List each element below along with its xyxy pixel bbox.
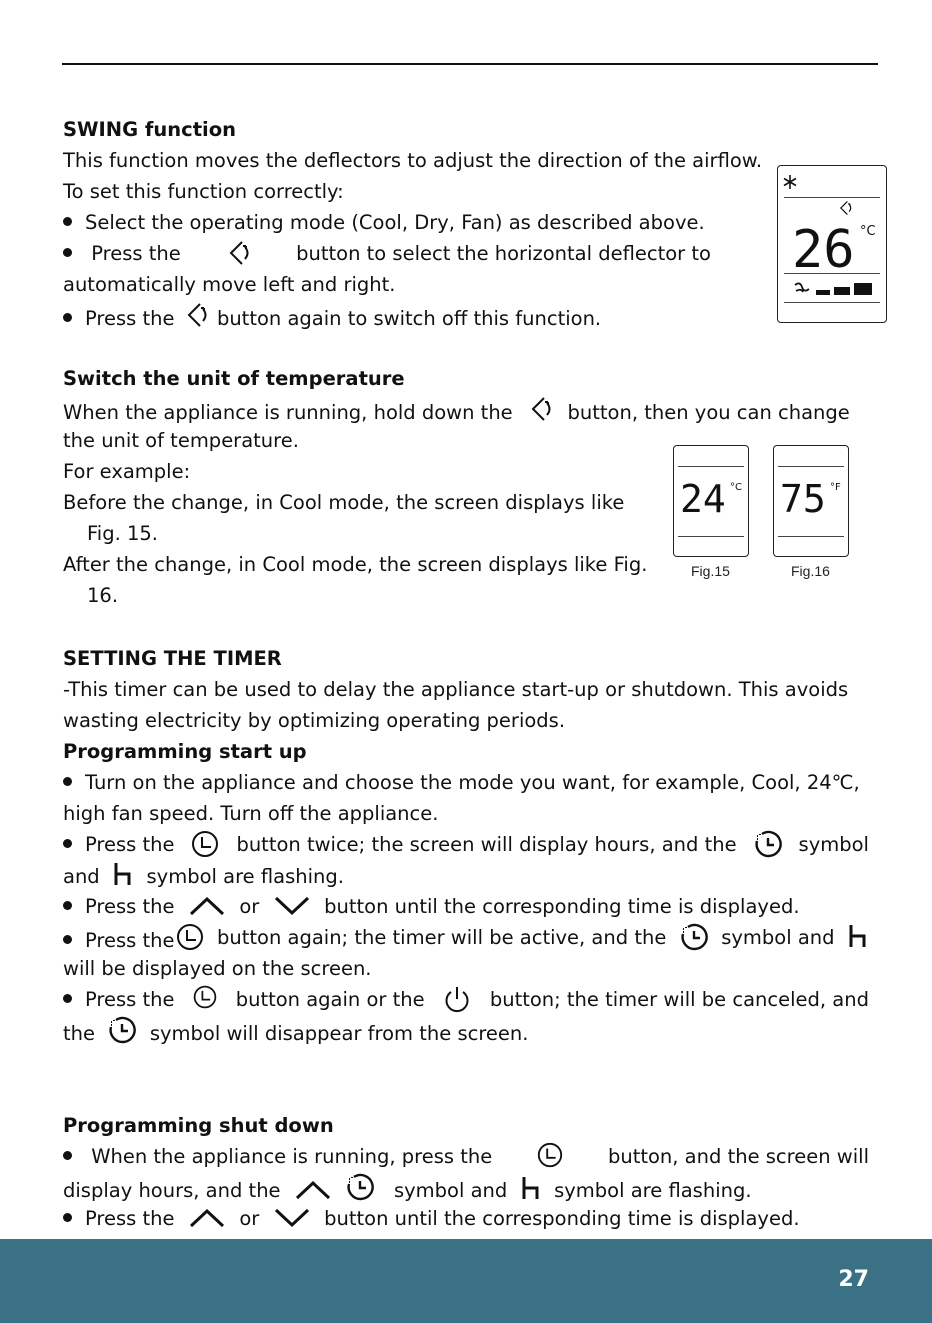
lcd-temperature: 26	[792, 222, 855, 272]
shut-bullet-1-cont: display hours, and the symbol and symbol are flashing.	[63, 1172, 869, 1203]
clock-icon	[536, 1141, 564, 1169]
clock-icon	[175, 922, 205, 952]
swing-setup: To set this function correctly:	[63, 180, 344, 203]
lcd-display-swing	[777, 165, 887, 323]
swing-bullet-2: Press the button to select the horizontal deflector to	[63, 238, 711, 269]
start-bullet-4-cont: will be displayed on the screen.	[63, 957, 372, 980]
lcd-digits	[790, 222, 860, 272]
swing-title: SWING function	[63, 118, 237, 141]
bullet-dot	[63, 1213, 72, 1222]
top-rule	[62, 63, 878, 65]
fan-speed-icon	[792, 279, 878, 299]
start-up-title: Programming start up	[63, 740, 307, 763]
bullet-dot	[63, 839, 72, 848]
lcd-divider	[784, 273, 880, 274]
lcd-unit: °F	[830, 482, 841, 493]
lcd-divider	[784, 302, 880, 303]
up-arrow-icon	[293, 1178, 333, 1202]
page-footer	[0, 1239, 932, 1323]
timer-icon	[753, 829, 783, 859]
bullet-dot	[63, 217, 72, 226]
timer-icon	[679, 922, 709, 952]
shut-down-section	[63, 1110, 869, 1234]
lcd-unit: °C	[730, 482, 742, 493]
hour-icon	[520, 1174, 542, 1202]
up-arrow-icon	[187, 1206, 227, 1230]
swing-bullet-3: Press the button again to switch off this function.	[63, 300, 869, 331]
timer-icon	[107, 1015, 137, 1045]
swing-icon	[525, 394, 555, 424]
start-bullet-5-cont: the symbol will disappear from the screen.	[63, 1015, 869, 1046]
timer-title: SETTING THE TIMER	[63, 647, 282, 670]
svg-text:24: 24	[680, 477, 726, 516]
snowflake-icon	[782, 174, 798, 190]
swing-icon	[181, 300, 211, 330]
swing-icon	[836, 199, 854, 217]
lcd-fig16	[773, 445, 849, 557]
swing-section	[63, 114, 869, 331]
page-number: 27	[838, 1267, 869, 1292]
start-bullet-1: Turn on the appliance and choose the mode you want, for example, Cool, 24℃,	[63, 767, 869, 798]
unit-line-3: For example:	[63, 460, 191, 483]
unit-line-1: When the appliance is running, hold down the button, then you can change	[63, 394, 869, 425]
timer-icon	[345, 1172, 375, 1202]
down-arrow-icon	[272, 894, 312, 918]
power-icon	[442, 984, 472, 1014]
swing-bullet-2-cont: automatically move left and right.	[63, 273, 396, 296]
unit-line-5: Fig. 15.	[87, 522, 159, 545]
bullet-dot	[63, 935, 72, 944]
swing-intro: This function moves the deflectors to adjust the direction of the airflow.	[63, 149, 763, 172]
svg-text:75: 75	[780, 477, 826, 516]
lcd-divider	[678, 536, 744, 537]
start-bullet-5: Press the button again or the button; the timer will be canceled, and	[63, 984, 869, 1015]
start-bullet-4: Press the button again; the timer will be active, and the symbol and	[63, 922, 869, 953]
down-arrow-icon	[272, 1206, 312, 1230]
lcd-digits	[780, 476, 836, 516]
up-arrow-icon	[187, 894, 227, 918]
shut-down-title: Programming shut down	[63, 1114, 334, 1137]
lcd-divider	[778, 536, 844, 537]
shut-bullet-1: When the appliance is running, press the button, and the screen will	[63, 1141, 869, 1172]
bullet-dot	[63, 313, 72, 322]
hour-icon	[847, 922, 869, 950]
start-bullet-2-cont: and symbol are flashing.	[63, 860, 869, 891]
lcd-divider	[778, 466, 844, 467]
timer-intro-2: wasting electricity by optimizing operating periods.	[63, 709, 566, 732]
bullet-dot	[63, 248, 72, 257]
unit-line-2: the unit of temperature.	[63, 429, 299, 452]
bullet-dot	[63, 901, 72, 910]
bullet-dot	[63, 994, 72, 1003]
start-bullet-2: Press the button twice; the screen will display hours, and the symbol	[63, 829, 869, 860]
clock-icon	[190, 829, 220, 859]
start-bullet-1-cont: high fan speed. Turn off the appliance.	[63, 802, 439, 825]
bullet-dot	[63, 777, 72, 786]
timer-intro-1: -This timer can be used to delay the appliance start-up or shutdown. This avoids	[63, 678, 849, 701]
swing-bullet-1: Select the operating mode (Cool, Dry, Fan) as described above.	[63, 207, 713, 238]
start-bullet-3: Press the or button until the corresponding time is displayed.	[63, 891, 869, 922]
lcd-divider	[784, 197, 880, 198]
fig15-caption: Fig.15	[691, 563, 730, 579]
bullet-dot	[63, 1151, 72, 1160]
hour-icon	[112, 860, 134, 888]
clock-icon	[192, 984, 218, 1010]
shut-bullet-2: Press the or button until the corresponding time is displayed.	[63, 1203, 869, 1234]
fig16-caption: Fig.16	[791, 563, 830, 579]
unit-line-4: Before the change, in Cool mode, the screen displays like	[63, 491, 625, 514]
unit-line-7: 16.	[87, 584, 119, 607]
lcd-unit: °C	[860, 224, 876, 239]
unit-title: Switch the unit of temperature	[63, 367, 405, 390]
swing-icon	[223, 238, 253, 268]
unit-line-6: After the change, in Cool mode, the screen displays like Fig.	[63, 553, 648, 576]
lcd-divider	[678, 466, 744, 467]
lcd-fig15	[673, 445, 749, 557]
lcd-digits	[680, 476, 736, 516]
timer-section	[63, 643, 869, 1046]
